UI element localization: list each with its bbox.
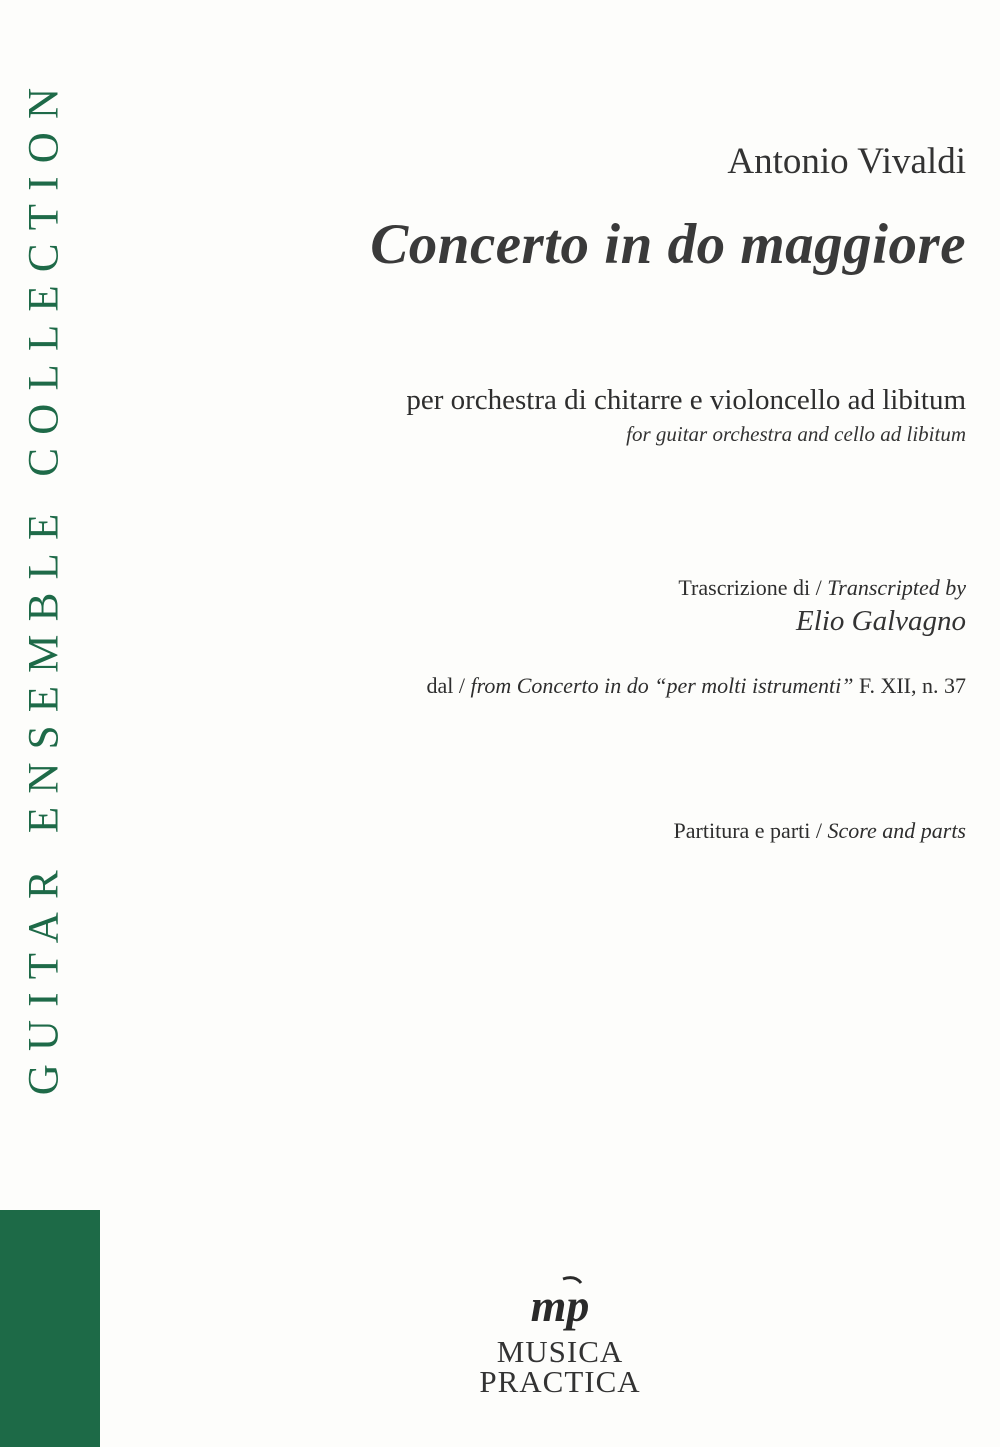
- work-title: Concerto in do maggiore: [370, 213, 966, 276]
- publisher-name-line2: PRACTICA: [479, 1364, 641, 1399]
- score-label-italian: Partitura e parti /: [673, 818, 822, 843]
- source-line: [427, 673, 967, 699]
- mp-monogram-icon: [515, 1275, 605, 1337]
- subtitle-italian: per orchestra di chitarre e violoncello ad libitum: [406, 384, 966, 416]
- source-work: from Concerto in do “per molti istrumenti”: [470, 673, 854, 698]
- source-catalog: F. XII, n. 37: [858, 673, 966, 698]
- transcription-credit-line: [678, 575, 966, 601]
- publisher-name-line1: MUSICA: [496, 1334, 624, 1369]
- transcription-label-english: Transcripted by: [827, 575, 966, 600]
- score-and-parts-line: [674, 818, 966, 844]
- source-prefix: dal /: [426, 673, 465, 698]
- green-accent-block: [0, 1210, 100, 1447]
- transcription-label-italian: Trascrizione di /: [678, 575, 822, 600]
- publisher-logo: [470, 1275, 650, 1397]
- score-label-english: Score and parts: [827, 818, 966, 843]
- subtitle-english: for guitar orchestra and cello ad libitum: [626, 422, 966, 446]
- composer-name: Antonio Vivaldi: [727, 141, 966, 182]
- series-title: GUITAR ENSEMBLE COLLECTION: [20, 74, 68, 1096]
- transcriber-name: Elio Galvagno: [796, 605, 966, 637]
- series-strip: [18, 40, 70, 1130]
- logo-letters: mp: [530, 1280, 590, 1331]
